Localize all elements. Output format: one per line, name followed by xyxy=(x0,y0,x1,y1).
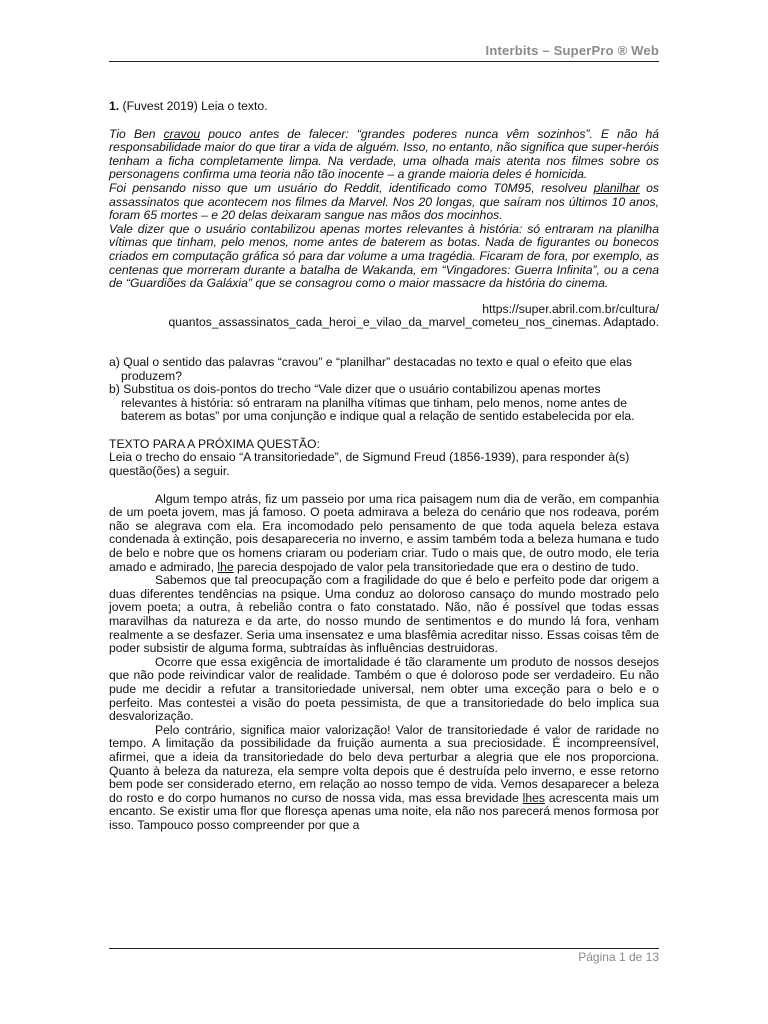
question-item-b: b) Substitua os dois-pontos do trecho “Vale dizer que o usuário contabilizou apenas mortes relevantes à história: só entraram na planilha vítimas que tinham, pelo menos, nome antes de baterem as botas” por uma conjunção e indique qual a relação de sentido estabelecida por ela. xyxy=(109,382,635,424)
quote-text: Tio Ben xyxy=(109,126,164,141)
essay-text: Sabemos que tal preocupação com a fragilidade do que é belo e perfeito pode dar origem a duas diferentes tendências na psique. Uma conduz ao doloroso cansaço do mundo mostrado pelo jovem poeta; a outra, à rebelião contra o fato constatado. Não, não é possível que todas essas maravilhas da natureza e da arte, do nosso mundo de sentimentos e do mundo lá fora, venham realmente a se desfazer. Seria uma insensatez e uma blasfêmia acreditar nisso. Essas coisas têm de poder subsistir de alguma forma, subtraídas às influências destruidoras. xyxy=(109,573,659,656)
source-line: quantos_assassinatos_cada_heroi_e_vilao_da_marvel_cometeu_nos_cinemas. Adaptado. xyxy=(168,315,659,330)
spacer xyxy=(109,424,659,438)
quote-text: Foi pensando nisso que um usuário do Reddit, identificado como T0M95, resolveu xyxy=(109,180,594,195)
quote-text: Vale dizer que o usuário contabilizou apenas mortes relevantes à história: só entraram na planilha vítimas que tinham, pelo menos, nome antes de baterem as botas. Nada de figurantes ou bonecos criados em computação gráfica só para dar volume a uma tragédia. Ficaram de fora, por exemplo, as centenas que morreram durante a batalha de Wakanda, em “Vingadores: Guerra Infinita”, ou a cena de “Guardiões da Galáxia” que se consagrou como o maior massacre da história do cinema. xyxy=(109,221,659,291)
essay-text: parecia despojado de valor pela transitoriedade que era o destino de tudo. xyxy=(233,559,639,574)
underlined-word: lhes xyxy=(522,790,546,805)
page-content xyxy=(109,100,659,833)
essay-paragraph xyxy=(109,574,659,656)
next-question-intro: Leia o trecho do ensaio “A transitoriedade”, de Sigmund Freud (1856-1939), para responder à(s) questão(ões) a seguir. xyxy=(109,450,630,479)
source-line: https://super.abril.com.br/cultura/ xyxy=(482,301,659,316)
quote-text: pouco antes de falecer: “grandes poderes nunca vêm sozinhos”. E não há responsabilidade maior do que tirar a vida de alguém. Isso, no entanto, não significa que super-heróis tenham a ficha completamente limpa. Na verdade, uma olhada mais atenta nos filmes sobre os personagens confirma uma teoria não tão inocente – a grande maioria deles é homicida. xyxy=(109,126,660,182)
question-prompt: (Fuvest 2019) Leia o texto. xyxy=(119,99,268,113)
question-heading xyxy=(109,100,659,114)
essay-text: Pelo contrário, significa maior valorização! Valor de transitoriedade é valor de raridade no tempo. A limitação da possibilidade da fruição aumenta a sua preciosidade. É incompreensível, afirmei, que a ideia da transitoriedade do belo deva perturbar a alegria que ele nos proporciona. Quanto à beleza da natureza, ela sempre volta depois que é destruída pelo inverno, e esse retorno bem pode ser considerado eterno, em relação ao nosso tempo de vida. Vemos desaparecer a beleza do rosto e do corpo humanos no curso de nossa vida, mas essa brevidade xyxy=(109,722,659,805)
source-citation xyxy=(109,303,659,330)
underlined-word: planilhar xyxy=(593,180,640,195)
quote-paragraph xyxy=(109,223,659,291)
question-number: 1. xyxy=(109,99,120,113)
quote-paragraph xyxy=(109,182,659,223)
page-number: Página 1 de 13 xyxy=(578,950,659,964)
quoted-text xyxy=(109,128,659,291)
underlined-word: cravou xyxy=(163,126,201,141)
essay-paragraph xyxy=(109,493,659,575)
essay-text: Ocorre que essa exigência de imortalidade é tão claramente um produto de nossos desejos que não pode reivindicar valor de realidade. Também o que é doloroso pode ser verdadeiro. Eu não pude me decidir a refutar a transitoriedade universal, nem obter uma exceção para o belo e o perfeito. Mas contestei a visão do poeta pessimista, de que a transitoriedade do belo implica sua desvalorização. xyxy=(109,654,659,724)
quote-text: os assassinatos que acontecem nos filmes da Marvel. Nos 20 longas, que saíram nos últimos 10 anos, foram 65 mortes – e 20 delas deixaram sangue nas mãos dos mocinhos. xyxy=(109,180,659,223)
essay-text: Algum tempo atrás, fiz um passeio por uma rica paisagem num dia de verão, em companhia de um poeta jovem, mas já famoso. O poeta admirava a beleza do cenário que nos rodeava, porém não se alegrava com ela. Era incomodado pelo pensamento de que toda aquela beleza estava condenada à extinção, pois desapareceria no inverno, e assim também toda a beleza humana e tudo de belo e nobre que os homens criaram ou poderiam criar. Tudo o mais que, de outro modo, ele teria amado e admirado, xyxy=(109,491,659,574)
next-question-label: TEXTO PARA A PRÓXIMA QUESTÃO: xyxy=(109,436,320,451)
question-item-a: a) Qual o sentido das palavras “cravou” e “planilhar” destacadas no texto e qual o efeito que elas produzem? xyxy=(109,354,633,383)
header-rule xyxy=(109,61,659,62)
underlined-word: lhe xyxy=(217,559,234,574)
essay-excerpt xyxy=(109,493,659,833)
essay-text: acrescenta mais um encanto. Se existir uma flor que floresça apenas uma noite, ela não nos parecerá menos formosa por isso. Tampouco posso compreender por que a xyxy=(109,790,660,832)
quote-paragraph xyxy=(109,128,659,182)
header-title: Interbits – SuperPro ® Web xyxy=(485,43,659,58)
essay-paragraph xyxy=(109,656,659,724)
essay-paragraph xyxy=(109,724,659,833)
footer-rule xyxy=(109,948,659,949)
